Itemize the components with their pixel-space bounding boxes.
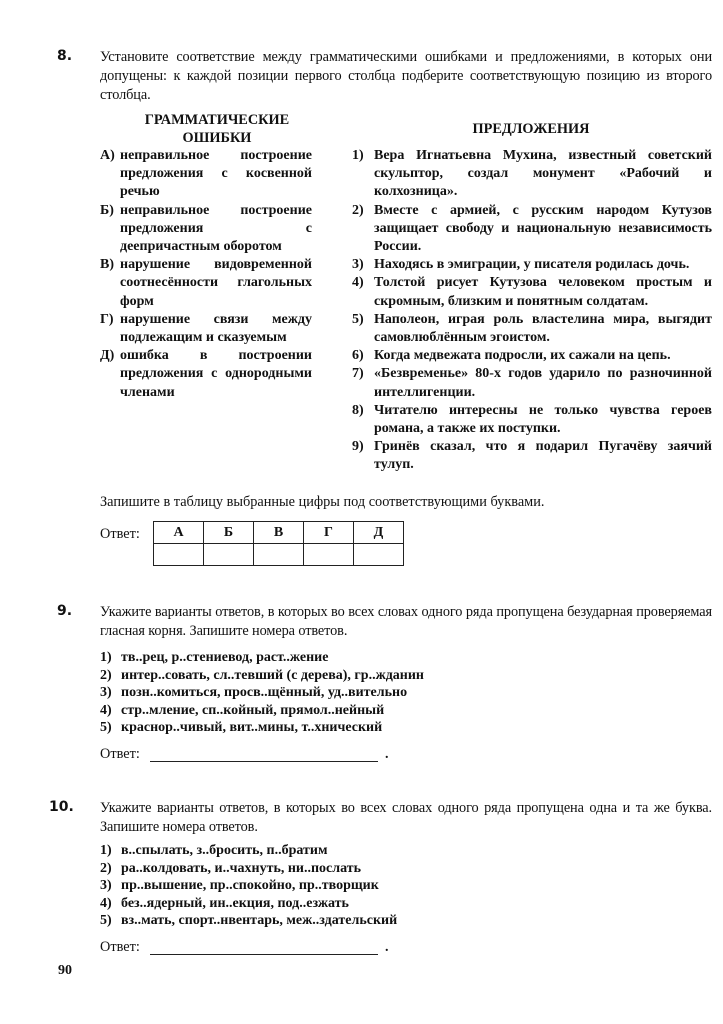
sentences-column-heading: ПРЕДЛОЖЕНИЯ (472, 121, 590, 137)
option-text: пр..вышение, пр..спокойно, пр..творщик (121, 878, 379, 894)
item-text: «Безвременье» 80-х годов ударило по разночинной интеллигенции. (374, 366, 712, 400)
option-label: 1) (100, 650, 112, 665)
error-item (100, 311, 312, 347)
task-10-options (100, 842, 397, 930)
item-label: Д) (100, 348, 115, 364)
answer-cell-v[interactable] (254, 544, 304, 566)
option-label: 5) (100, 913, 112, 929)
option-item (100, 842, 397, 860)
item-text: Гринёв сказал, что я подарил Пугачёву заячий тулуп. (374, 439, 712, 473)
answer-table-header: В (254, 522, 304, 544)
option-item (100, 667, 424, 685)
item-text: Вера Игнатьевна Мухина, известный советский скульптор, создал монумент «Рабочий и колхозница». (374, 148, 712, 200)
answer-table-header-row (154, 522, 404, 544)
error-item (100, 202, 312, 257)
sentence-item (352, 311, 712, 347)
option-item (100, 895, 397, 913)
option-item (100, 860, 397, 878)
answer-table-input-row (154, 544, 404, 566)
answer-label: Ответ: (100, 746, 140, 762)
answer-input-line[interactable] (150, 761, 378, 762)
task-number: 8. (57, 48, 73, 64)
item-text: нарушение видовременной соотнесённости глагольных форм (120, 257, 312, 309)
item-text: Вместе с армией, с русским народом Кутузов защищает свободу и национальную независимость России. (374, 202, 712, 255)
sentences-list (352, 147, 712, 475)
item-text: Когда медвежата подросли, их сажали на цепь. (374, 348, 671, 364)
item-label: Г) (100, 311, 114, 327)
option-text: стр..мление, сп..койный, прямол..нейный (121, 702, 385, 718)
item-label: 2) (352, 202, 364, 218)
errors-column-heading (112, 111, 322, 147)
answer-table (153, 521, 404, 566)
item-label: 4) (352, 275, 364, 291)
sentence-item (352, 274, 712, 310)
error-item (100, 147, 312, 202)
option-label: 3) (100, 685, 112, 701)
option-item (100, 877, 397, 895)
error-item (100, 347, 312, 402)
task-9-options (100, 649, 424, 737)
item-text: ошибка в построении предложения с однородными членами (120, 348, 312, 400)
option-text: краснор..чивый, вит..мины, т..хнический (121, 720, 383, 736)
sentence-item (352, 347, 712, 365)
answer-table-header: А (154, 522, 204, 544)
item-label: Б) (100, 202, 114, 218)
answer-cell-d[interactable] (354, 544, 404, 566)
option-text: тв..рец, р..стениевод, раст..жение (121, 650, 329, 665)
option-text: позн..комиться, просв..щённый, уд..вительно (121, 685, 408, 701)
error-item (100, 256, 312, 311)
option-label: 4) (100, 702, 112, 718)
item-label: 8) (352, 402, 364, 418)
option-text: вз..мать, спорт..нвентарь, меж..здательский (121, 913, 398, 929)
item-text: нарушение связи между подлежащим и сказуемым (120, 311, 312, 346)
item-label: 3) (352, 257, 364, 273)
option-label: 2) (100, 860, 112, 876)
task-prompt: Установите соответствие между грамматическими ошибками и предложениями, в которых они допущены: к каждой позиции первого столбца подберите соответствующую позицию из второго столбца. (100, 49, 712, 103)
heading-line-1: ГРАММАТИЧЕСКИЕ (144, 112, 290, 128)
answer-table-header: Г (304, 522, 354, 544)
task-prompt: Укажите варианты ответов, в которых во всех словах одного ряда пропущена безударная проверяемая гласная корня. Запишите номера ответов. (100, 604, 712, 639)
option-text: без..ядерный, ин..екция, под..езжать (121, 895, 349, 911)
answer-cell-b[interactable] (204, 544, 254, 566)
item-label: В) (100, 257, 114, 273)
item-label: А) (100, 148, 115, 163)
heading-line-2: ОШИБКИ (182, 130, 252, 146)
answer-table-header: Б (204, 522, 254, 544)
answer-period: . (385, 747, 389, 762)
item-text: Находясь в эмиграции, у писателя родилась дочь. (374, 257, 690, 273)
option-text: интер..совать, сл..тевший (с дерева), гр..жданин (121, 667, 424, 683)
answer-label: Ответ: (100, 526, 140, 542)
item-label: 9) (352, 439, 364, 455)
answer-cell-g[interactable] (304, 544, 354, 566)
item-text: неправильное построение предложения с косвенной речью (120, 148, 312, 200)
item-label: 6) (352, 348, 364, 364)
sentence-item (352, 202, 712, 257)
sentence-item (352, 256, 712, 274)
option-label: 3) (100, 878, 112, 894)
item-label: 1) (352, 148, 364, 163)
task-number: 9. (57, 603, 73, 619)
answer-cell-a[interactable] (154, 544, 204, 566)
answer-label: Ответ: (100, 939, 140, 955)
item-text: Читателю интересны не только чувства героев романа, а также их поступки. (374, 402, 712, 437)
errors-list (100, 147, 312, 402)
option-label: 5) (100, 720, 112, 736)
option-item (100, 649, 424, 667)
sentence-item (352, 365, 712, 401)
option-label: 2) (100, 667, 112, 683)
sentence-item (352, 402, 712, 438)
item-text: Наполеон, играя роль властелина мира, выгядит самовлюблённым эгоистом. (374, 311, 712, 346)
option-text: ра..колдовать, и..чахнуть, ни..послать (121, 860, 362, 876)
item-text: Толстой рисует Кутузова человеком простым и скромным, близким и понятным солдатам. (374, 275, 712, 309)
option-text: в..спылать, з..бросить, п..братим (121, 843, 328, 858)
answer-table-header: Д (354, 522, 404, 544)
item-label: 7) (352, 366, 364, 382)
task-number: 10. (49, 799, 74, 815)
option-item (100, 684, 424, 702)
option-item (100, 912, 397, 930)
option-label: 4) (100, 895, 112, 911)
option-item (100, 702, 424, 720)
task-prompt: Укажите варианты ответов, в которых во всех словах одного ряда пропущена одна и та же буква. Запишите номера ответов. (100, 800, 712, 835)
item-label: 5) (352, 311, 364, 327)
option-item (100, 719, 424, 737)
item-text: неправильное построение предложения с деепричастным оборотом (120, 202, 312, 255)
sentence-item (352, 438, 712, 474)
page-number: 90 (58, 963, 72, 978)
sentence-item (352, 147, 712, 202)
answer-input-line[interactable] (150, 954, 378, 955)
answer-period: . (385, 940, 389, 955)
option-label: 1) (100, 843, 112, 858)
table-instruction: Запишите в таблицу выбранные цифры под соответствующими буквами. (100, 494, 545, 510)
